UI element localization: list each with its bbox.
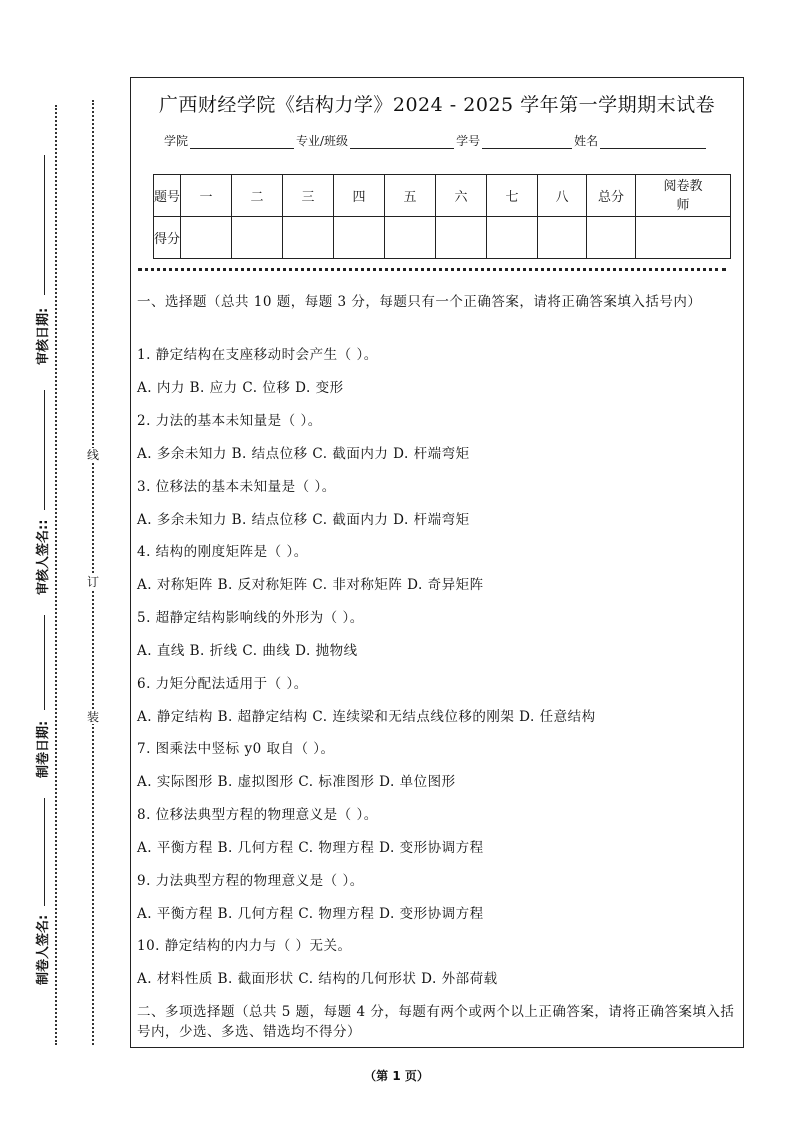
question-number-header: 题号: [154, 175, 181, 217]
binding-word-line: 线: [86, 448, 99, 462]
col-header: 七: [487, 175, 538, 217]
options-4: A. 对称矩阵 B. 反对称矩阵 C. 非对称矩阵 D. 奇异矩阵: [137, 577, 484, 593]
binding-word-bind: 装: [86, 710, 99, 724]
grader-header: 阅卷教师: [636, 175, 731, 217]
binding-word-fix: 订: [86, 575, 99, 589]
binding-margin: [0, 0, 128, 1122]
student-info-row: [164, 132, 708, 149]
score-cell[interactable]: [538, 217, 587, 259]
score-cell[interactable]: [587, 217, 636, 259]
question-10: 10. 静定结构的内力与（ ）无关。: [137, 938, 352, 954]
col-header: 二: [232, 175, 283, 217]
score-cell[interactable]: [436, 217, 487, 259]
options-6: A. 静定结构 B. 超静定结构 C. 连续梁和无结点线位移的刚架 D. 任意结构: [137, 709, 596, 725]
page-number: （第 1 页）: [364, 1069, 429, 1083]
exam-paper: [130, 77, 744, 1048]
score-cell[interactable]: [385, 217, 436, 259]
question-4: 4. 结构的刚度矩阵是（ ）。: [137, 544, 308, 560]
college-field[interactable]: [190, 136, 294, 149]
sign-line: [44, 155, 45, 295]
name-label: 姓名: [574, 134, 599, 148]
col-header: 三: [283, 175, 334, 217]
paper-date-label: 制卷日期:: [36, 720, 51, 778]
college-label: 学院: [164, 134, 189, 148]
question-7: 7. 图乘法中竖标 y0 取自（ ）。: [137, 741, 335, 757]
total-header: 总分: [587, 175, 636, 217]
student-id-field[interactable]: [482, 136, 572, 149]
sign-line: [44, 615, 45, 710]
options-1: A. 内力 B. 应力 C. 位移 D. 变形: [137, 380, 344, 396]
options-8: A. 平衡方程 B. 几何方程 C. 物理方程 D. 变形协调方程: [137, 840, 484, 856]
col-header: 一: [181, 175, 232, 217]
options-9: A. 平衡方程 B. 几何方程 C. 物理方程 D. 变形协调方程: [137, 906, 484, 922]
binding-dotted-line: [92, 100, 94, 1045]
major-class-field[interactable]: [350, 136, 454, 149]
col-header: 八: [538, 175, 587, 217]
options-3: A. 多余未知力 B. 结点位移 C. 截面内力 D. 杆端弯矩: [137, 512, 470, 528]
col-header: 六: [436, 175, 487, 217]
grader-cell[interactable]: [636, 217, 731, 259]
outer-dotted-line: [55, 105, 57, 1045]
score-cell[interactable]: [181, 217, 232, 259]
exam-title: 广西财经学院《结构力学》2024 - 2025 学年第一学期期末试卷: [158, 94, 716, 116]
options-2: A. 多余未知力 B. 结点位移 C. 截面内力 D. 杆端弯矩: [137, 446, 470, 462]
sign-line: [44, 798, 45, 906]
score-cell[interactable]: [232, 217, 283, 259]
score-cell[interactable]: [283, 217, 334, 259]
student-id-label: 学号: [456, 134, 481, 148]
score-row-header: 得分: [154, 217, 181, 259]
reviewer-signature-label: 审核人签名::: [36, 519, 51, 595]
options-7: A. 实际图形 B. 虚拟图形 C. 标准图形 D. 单位图形: [137, 774, 456, 790]
question-9: 9. 力法典型方程的物理意义是（ ）。: [137, 873, 364, 889]
col-header: 五: [385, 175, 436, 217]
dotted-separator: [138, 268, 726, 271]
col-header: 四: [334, 175, 385, 217]
score-cell[interactable]: [487, 217, 538, 259]
question-3: 3. 位移法的基本未知量是（ ）。: [137, 479, 336, 495]
major-class-label: 专业/班级: [296, 134, 349, 148]
question-2: 2. 力法的基本未知量是（ ）。: [137, 413, 322, 429]
sign-line: [44, 390, 45, 510]
question-8: 8. 位移法典型方程的物理意义是（ ）。: [137, 807, 378, 823]
score-table: [153, 174, 731, 259]
review-date-label: 审核日期:: [36, 307, 51, 365]
options-10: A. 材料性质 B. 截面形状 C. 结构的几何形状 D. 外部荷载: [137, 971, 498, 987]
score-cell[interactable]: [334, 217, 385, 259]
section-1-title: 一、选择题（总共 10 题，每题 3 分，每题只有一个正确答案，请将正确答案填入括号内）: [137, 294, 702, 310]
question-6: 6. 力矩分配法适用于（ ）。: [137, 676, 308, 692]
question-1: 1. 静定结构在支座移动时会产生（ ）。: [137, 347, 378, 363]
paper-author-signature-label: 制卷人签名:: [36, 914, 51, 985]
section-2-title: 二、多项选择题（总共 5 题，每题 4 分，每题有两个或两个以上正确答案，请将正确答案填入括号内，少选、多选、错选均不得分）: [137, 1004, 735, 1040]
question-5: 5. 超静定结构影响线的外形为（ ）。: [137, 610, 364, 626]
name-field[interactable]: [600, 136, 706, 149]
options-5: A. 直线 B. 折线 C. 曲线 D. 抛物线: [137, 643, 358, 659]
